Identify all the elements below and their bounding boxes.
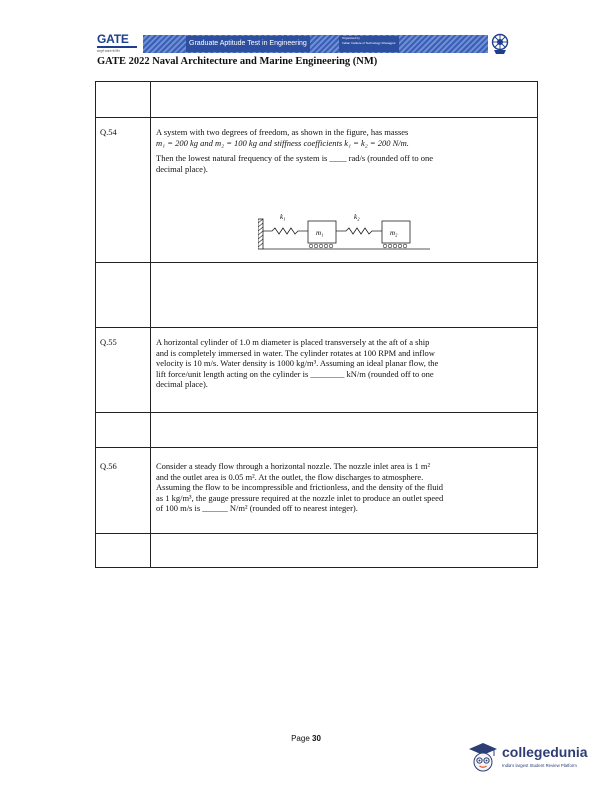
question-number: Q.54 [100, 127, 117, 137]
brand-tagline: India's largest Student Review Platform [502, 763, 577, 768]
gate-logo-text: GATE [97, 32, 129, 46]
table-column-divider [150, 81, 151, 568]
table-row-divider [95, 117, 538, 118]
question-text-line: Then the lowest natural frequency of the system is ____ rad/s (rounded off to one [156, 153, 433, 163]
spring-mass-figure [258, 205, 438, 253]
graduate-mascot-icon [467, 741, 499, 773]
table-row-divider [95, 412, 538, 413]
page-number-value: 30 [312, 734, 321, 743]
paper-title: GATE 2022 Naval Architecture and Marine Engineering (NM) [97, 56, 378, 67]
gate-logo-subtext: सम्पूर्ण समाज के लिए [97, 49, 120, 53]
question-text-line: of 100 m/s is ______ N/m² (rounded off to nearest integer). [156, 503, 358, 513]
iit-emblem-icon [490, 33, 510, 55]
spring-k1-label: k₁ [280, 213, 286, 221]
question-text-line: decimal place). [156, 379, 208, 389]
brand-name: collegedunia [502, 744, 588, 760]
question-text [156, 461, 530, 514]
mass-m2-rollers [383, 244, 407, 248]
question-text-line: decimal place). [156, 163, 208, 174]
question-text-line: A system with two degrees of freedom, as shown in the figure, has masses [156, 127, 409, 137]
page-number [0, 734, 612, 743]
question-text [156, 127, 530, 174]
question-text-line: Assuming the flow to be incompressible and frictionless, and the density of the fluid [156, 482, 444, 492]
question-text-line: and is completely immersed in water. The cylinder rotates at 100 RPM and inflow [156, 347, 435, 358]
table-row-divider [95, 262, 538, 263]
question-text-line: lift force/unit length acting on the cylinder is ________ kN/m (rounded off to one [156, 368, 434, 379]
question-text-line: and the outlet area is 0.05 m². At the outlet, the flow discharges to atmosphere. [156, 471, 424, 482]
organizer-line2: Indian Institute of Technology Kharagpur [342, 41, 396, 45]
question-text-line: Consider a steady flow through a horizontal nozzle. The nozzle inlet area is 1 m² [156, 461, 431, 471]
banner-title: Graduate Aptitude Test in Engineering [186, 36, 310, 52]
mass-m2-label: m₂ [390, 229, 398, 237]
table-row-divider [95, 447, 538, 448]
question-text-line: A horizontal cylinder of 1.0 m diameter is placed transversely at the aft of a ship [156, 337, 430, 347]
page-label: Page [291, 734, 310, 743]
table-row-divider [95, 533, 538, 534]
spring-k1 [263, 228, 308, 234]
spring-k2-label: k₂ [354, 213, 360, 221]
question-text-line: velocity is 10 m/s. Water density is 1000 kg/m³. Assuming an ideal planar flow, the [156, 358, 439, 368]
mass-m1-rollers [309, 244, 333, 248]
banner-organizer [339, 36, 399, 52]
question-text-line: m₁ = 200 kg and m₂ = 100 kg and stiffness coefficients k₁ = k₂ = 200 N/m. [156, 137, 409, 148]
question-text-line: as 1 kg/m³, the gauge pressure required at the nozzle inlet to produce an outlet speed [156, 492, 444, 503]
spring-k2 [336, 228, 382, 234]
table-row-divider [95, 327, 538, 328]
mass-m1-label: m₁ [316, 229, 324, 237]
organizer-line1: Organised by [342, 36, 360, 40]
question-number: Q.56 [100, 461, 117, 471]
header-banner [143, 35, 488, 53]
question-number: Q.55 [100, 337, 117, 347]
gate-logo-stripe [97, 46, 137, 48]
question-text [156, 337, 530, 390]
